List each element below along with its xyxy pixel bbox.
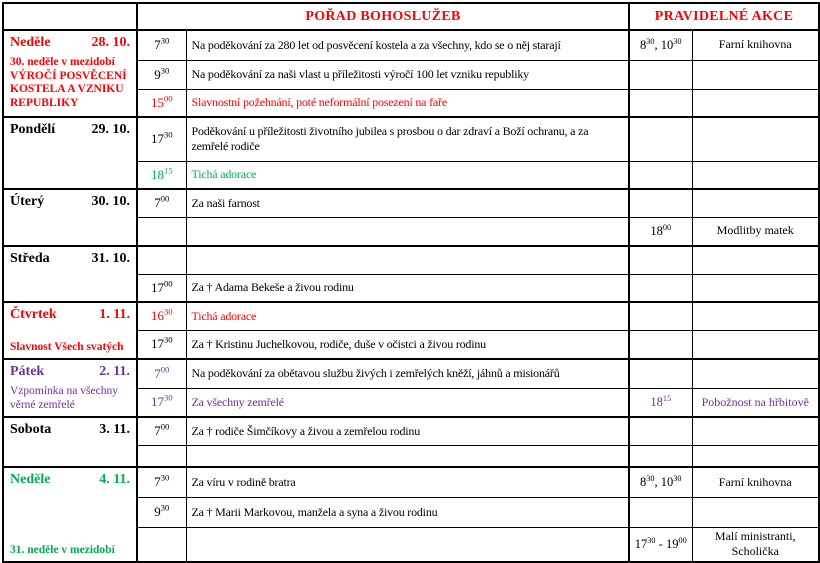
schedule-row bbox=[3, 246, 819, 274]
event-time-cell bbox=[629, 302, 692, 330]
mass-time-cell bbox=[137, 246, 186, 274]
time-minutes-superscript: 00 bbox=[160, 193, 170, 204]
day-date: 30. 10. bbox=[91, 194, 130, 209]
day-date: 28. 10. bbox=[91, 35, 130, 50]
event-time-cell bbox=[629, 60, 692, 89]
time-minutes-superscript: 30 bbox=[163, 393, 173, 404]
mass-intention-cell: Za † rodiče Šimčíkovy a živou a zemřelou rodinu bbox=[186, 417, 629, 445]
event-time-cell bbox=[629, 417, 692, 445]
time-minutes-superscript: 00 bbox=[160, 364, 170, 375]
day-cell bbox=[3, 417, 137, 467]
event-time-cell bbox=[629, 161, 692, 189]
mass-time-cell: $7^{00}$ bbox=[137, 417, 186, 445]
time-minutes-superscript: 30 bbox=[646, 36, 655, 46]
mass-intention-cell: Za naši farnost bbox=[186, 189, 629, 217]
mass-intention-cell: Na poděkování za 280 let od posvěcení kostela a za všechny, kdo se o něj starají bbox=[186, 30, 629, 60]
mass-intention-cell: Za víru v rodině bratra bbox=[186, 467, 629, 497]
mass-intention-cell bbox=[186, 246, 629, 274]
day-note bbox=[10, 56, 130, 110]
event-name-cell bbox=[692, 161, 819, 189]
event-name-cell bbox=[692, 497, 819, 527]
mass-time-cell: $16^{30}$ bbox=[137, 302, 186, 330]
event-time-cell: $18^{15}$ bbox=[629, 388, 692, 417]
day-note-line: Slavnost Všech svatých bbox=[10, 341, 124, 354]
day-date: 1. 11. bbox=[99, 307, 130, 322]
event-time-cell: $18^{00}$ bbox=[629, 217, 692, 246]
mass-time-cell bbox=[137, 445, 186, 467]
header-corner-cell bbox=[3, 3, 137, 30]
time-minutes-superscript: 30 bbox=[163, 334, 173, 345]
day-cell bbox=[3, 467, 137, 562]
mass-time-cell: $18^{15}$ bbox=[137, 161, 186, 189]
day-name: Neděle bbox=[10, 472, 51, 488]
mass-intention-cell: Tichá adorace bbox=[186, 161, 629, 189]
time-minutes-superscript: 30 bbox=[646, 473, 655, 483]
event-time-cell bbox=[629, 89, 692, 117]
day-note bbox=[10, 385, 130, 412]
event-name-cell: Farní knihovna bbox=[692, 467, 819, 497]
mass-time-cell: $7^{30}$ bbox=[137, 30, 186, 60]
mass-intention-cell bbox=[186, 217, 629, 246]
schedule-row bbox=[3, 359, 819, 388]
mass-time-cell: $7^{00}$ bbox=[137, 359, 186, 388]
day-date: 3. 11. bbox=[99, 422, 130, 438]
time-minutes-superscript: 15 bbox=[163, 165, 173, 176]
mass-time-cell: $15^{00}$ bbox=[137, 89, 186, 117]
event-name-cell bbox=[692, 302, 819, 330]
mass-intention-cell: Na poděkování za naši vlast u příležitosti výročí 100 let vzniku republiky bbox=[186, 60, 629, 89]
mass-time-cell: $9^{30}$ bbox=[137, 60, 186, 89]
day-name: Úterý bbox=[10, 194, 45, 209]
day-name: Pátek bbox=[10, 364, 45, 379]
time-minutes-superscript: 15 bbox=[662, 393, 672, 403]
day-note bbox=[10, 544, 130, 558]
time-minutes-superscript: 00 bbox=[678, 535, 687, 545]
time-minutes-superscript: 30 bbox=[673, 36, 682, 46]
mass-time-cell: $17^{30}$ bbox=[137, 388, 186, 417]
mass-intention-cell bbox=[186, 445, 629, 467]
day-note-line: 31. neděle v mezidobí bbox=[10, 544, 115, 557]
event-time-cell bbox=[629, 330, 692, 359]
time-minutes-superscript: 30 bbox=[160, 473, 170, 484]
schedule-row bbox=[3, 189, 819, 217]
mass-time-cell: $17^{30}$ bbox=[137, 330, 186, 359]
mass-intention-cell: Tichá adorace bbox=[186, 302, 629, 330]
event-name-cell: Malí ministranti, Scholička bbox=[692, 527, 819, 562]
mass-intention-cell: Za † Adama Bekeše a živou rodinu bbox=[186, 274, 629, 302]
event-name-cell bbox=[692, 274, 819, 302]
event-name-cell bbox=[692, 60, 819, 89]
day-date: 29. 10. bbox=[91, 122, 130, 137]
mass-time-cell: $17^{00}$ bbox=[137, 274, 186, 302]
day-header-line bbox=[10, 122, 130, 138]
day-cell bbox=[3, 246, 137, 302]
schedule-row bbox=[3, 467, 819, 497]
day-cell bbox=[3, 117, 137, 189]
time-minutes-superscript: 30 bbox=[163, 306, 173, 317]
time-minutes-superscript: 30 bbox=[163, 129, 173, 140]
day-note-line: VÝROČÍ POSVĚCENÍ KOSTELA A VZNIKU REPUBLIKY bbox=[10, 69, 127, 109]
schedule-row bbox=[3, 302, 819, 330]
event-name-cell: Farní knihovna bbox=[692, 30, 819, 60]
day-date: 31. 10. bbox=[91, 251, 130, 266]
schedule-table bbox=[2, 2, 820, 563]
day-note-line: Vzpomínka na všechny věrné zemřelé bbox=[10, 385, 118, 411]
day-cell bbox=[3, 189, 137, 246]
event-time-cell: $8^{30}$, $10^{30}$ bbox=[629, 30, 692, 60]
event-name-cell bbox=[692, 246, 819, 274]
day-header-line bbox=[10, 364, 130, 380]
event-time-cell bbox=[629, 274, 692, 302]
mass-time-cell bbox=[137, 527, 186, 562]
day-header-line bbox=[10, 472, 130, 488]
time-minutes-superscript: 00 bbox=[163, 278, 173, 289]
day-date: 2. 11. bbox=[99, 364, 130, 379]
event-time-cell bbox=[629, 246, 692, 274]
schedule-row bbox=[3, 417, 819, 445]
day-header-line bbox=[10, 35, 130, 51]
services-header: POŘAD BOHOSLUŽEB bbox=[137, 3, 629, 30]
event-name-cell bbox=[692, 89, 819, 117]
header-row bbox=[3, 3, 819, 30]
mass-intention-cell: Za † Kristinu Juchelkovou, rodiče, duše v očistci a živou rodinu bbox=[186, 330, 629, 359]
mass-intention-cell: Za všechny zemřelé bbox=[186, 388, 629, 417]
mass-time-cell: $9^{30}$ bbox=[137, 497, 186, 527]
event-name-cell bbox=[692, 117, 819, 161]
event-name-cell: Pobožnost na hřbitově bbox=[692, 388, 819, 417]
day-header-line bbox=[10, 251, 130, 267]
mass-intention-cell: Na poděkování za obětavou službu živých i zemřelých kněží, jáhnů a misionářů bbox=[186, 359, 629, 388]
day-header-line bbox=[10, 194, 130, 210]
day-cell bbox=[3, 30, 137, 117]
day-header-line bbox=[10, 422, 130, 438]
time-minutes-superscript: 30 bbox=[647, 535, 656, 545]
event-name-cell bbox=[692, 445, 819, 467]
time-minutes-superscript: 30 bbox=[160, 35, 170, 46]
schedule-row bbox=[3, 30, 819, 60]
time-minutes-superscript: 00 bbox=[163, 93, 173, 104]
time-minutes-superscript: 00 bbox=[662, 222, 672, 232]
event-time-cell bbox=[629, 189, 692, 217]
event-time-cell: $17^{30} - 19^{00}$ bbox=[629, 527, 692, 562]
time-minutes-superscript: 30 bbox=[160, 65, 170, 76]
day-cell bbox=[3, 359, 137, 417]
event-time-cell: $8^{30}$, $10^{30}$ bbox=[629, 467, 692, 497]
mass-time-cell: $7^{30}$ bbox=[137, 467, 186, 497]
mass-intention-cell: Slavnostní požehnání, poté neformální posezení na faře bbox=[186, 89, 629, 117]
day-name: Středa bbox=[10, 251, 50, 266]
time-minutes-superscript: 30 bbox=[673, 473, 682, 483]
day-note-line: 30. neděle v mezidobí bbox=[10, 56, 115, 68]
day-name: Pondělí bbox=[10, 122, 56, 137]
day-header-line bbox=[10, 307, 130, 323]
event-time-cell bbox=[629, 497, 692, 527]
mass-intention-cell: Za † Marii Markovou, manžela a syna a živou rodinu bbox=[186, 497, 629, 527]
event-name-cell bbox=[692, 417, 819, 445]
day-name: Neděle bbox=[10, 35, 51, 50]
event-time-cell bbox=[629, 117, 692, 161]
day-note bbox=[10, 341, 130, 355]
time-minutes-superscript: 00 bbox=[160, 422, 170, 433]
event-name-cell: Modlitby matek bbox=[692, 217, 819, 246]
event-time-cell bbox=[629, 445, 692, 467]
mass-time-cell: $7^{00}$ bbox=[137, 189, 186, 217]
event-time-cell bbox=[629, 359, 692, 388]
event-name-cell bbox=[692, 330, 819, 359]
time-minutes-superscript: 30 bbox=[160, 502, 170, 513]
day-date: 4. 11. bbox=[99, 472, 130, 488]
day-name: Sobota bbox=[10, 422, 52, 438]
mass-intention-cell: Poděkování u příležitosti životního jubilea s prosbou o dar zdraví a Boží ochranu, a za zemřelé rodiče bbox=[186, 117, 629, 161]
schedule-row bbox=[3, 117, 819, 161]
event-name-cell bbox=[692, 189, 819, 217]
mass-time-cell bbox=[137, 217, 186, 246]
mass-intention-cell bbox=[186, 527, 629, 562]
event-name-cell bbox=[692, 359, 819, 388]
day-name: Čtvrtek bbox=[10, 307, 57, 322]
events-header: PRAVIDELNÉ AKCE bbox=[629, 3, 819, 30]
schedule-body bbox=[3, 30, 819, 562]
day-cell bbox=[3, 302, 137, 359]
mass-time-cell: $17^{30}$ bbox=[137, 117, 186, 161]
